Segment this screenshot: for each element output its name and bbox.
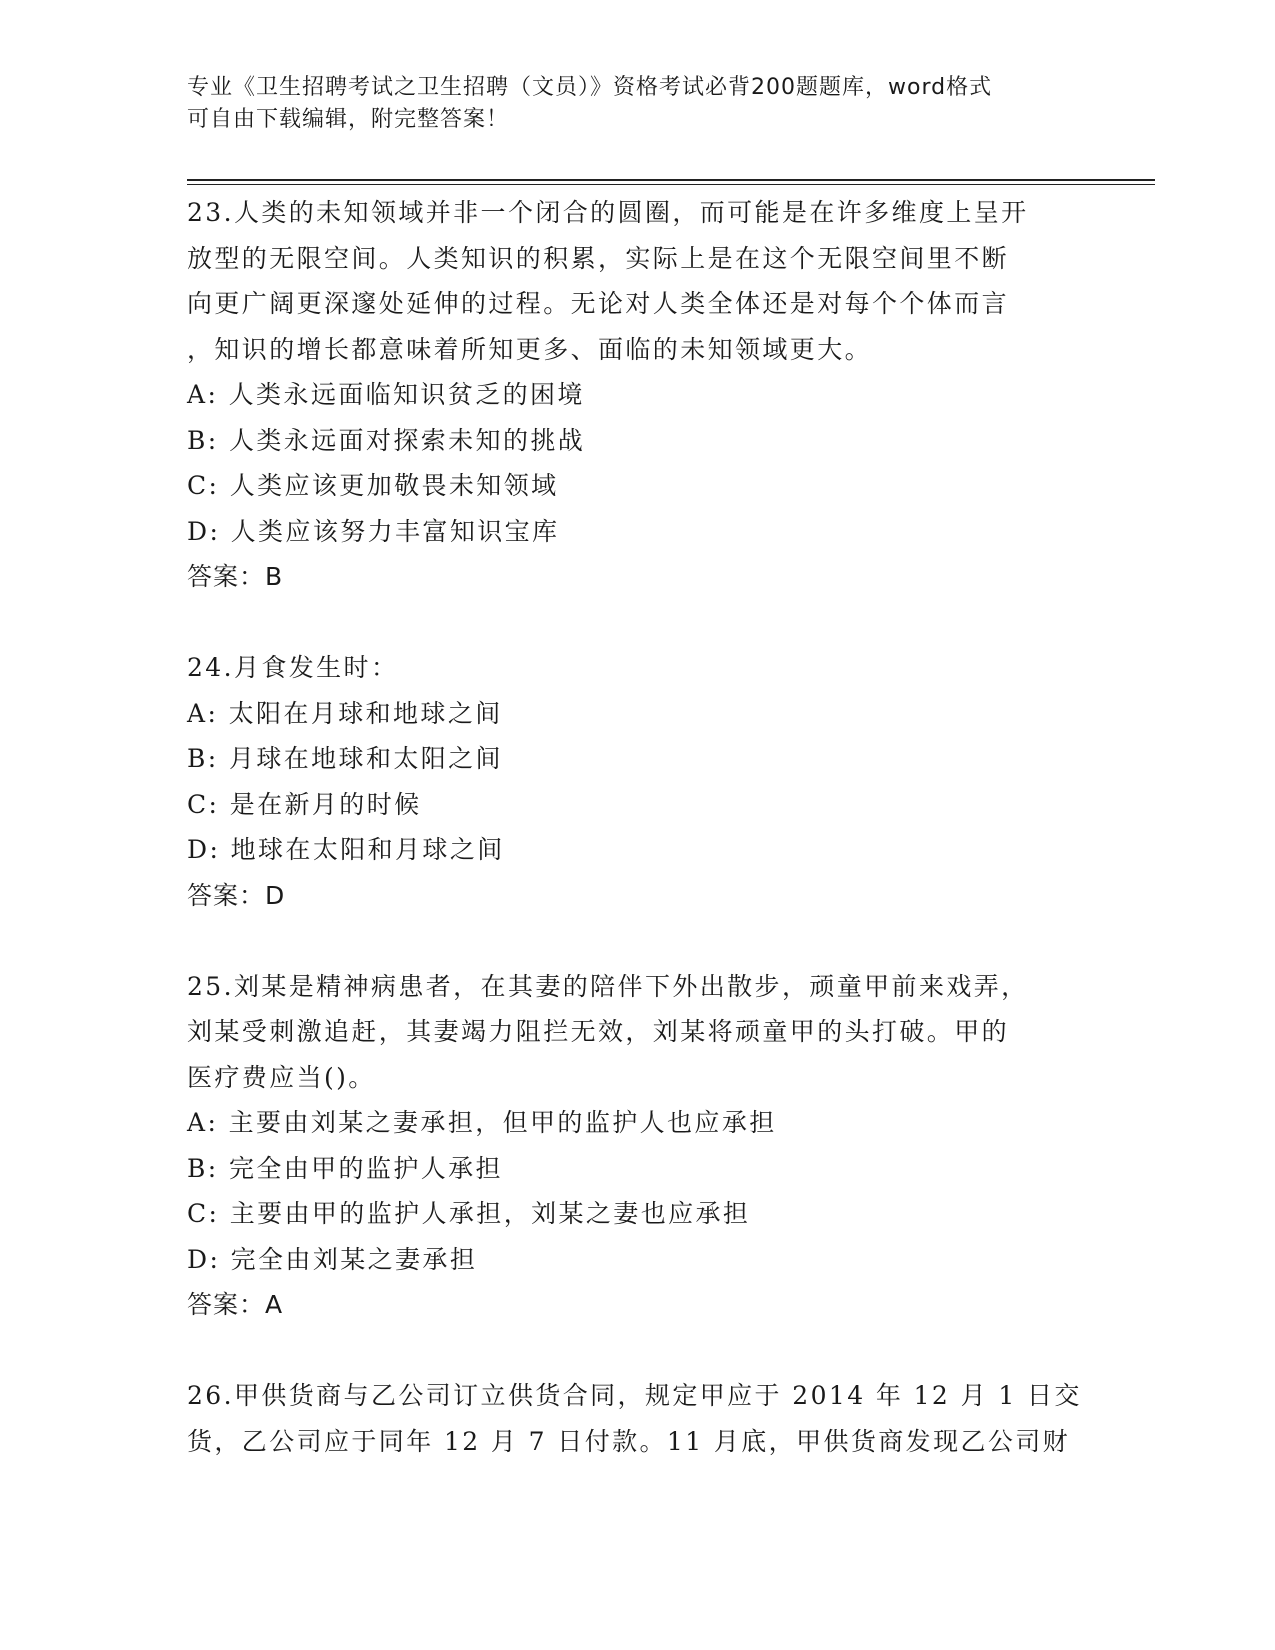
question-23 bbox=[187, 190, 1107, 600]
question-stem-line: 刘某受刺激追赶，其妻竭力阻拦无效，刘某将顽童甲的头打破。甲的 bbox=[187, 1017, 1010, 1046]
option-d: D: 地球在太阳和月球之间 bbox=[187, 835, 505, 864]
spacer bbox=[187, 600, 1107, 646]
option-b: B: 月球在地球和太阳之间 bbox=[187, 744, 503, 773]
option-c: C: 人类应该更加敬畏未知领域 bbox=[187, 471, 559, 500]
option-a: A: 人类永远面临知识贫乏的困境 bbox=[187, 380, 585, 409]
option-d: D: 完全由刘某之妻承担 bbox=[187, 1244, 478, 1274]
option-a: A: 主要由刘某之妻承担，但甲的监护人也应承担 bbox=[187, 1108, 777, 1137]
header-line-1: 专业《卫生招聘考试之卫生招聘（文员）》资格考试必背200题题库，word格式 bbox=[187, 75, 993, 100]
option-b: B: 人类永远面对探索未知的挑战 bbox=[187, 425, 586, 455]
option-d: D: 人类应该努力丰富知识宝库 bbox=[187, 516, 560, 546]
header-rule-thin bbox=[187, 184, 1155, 185]
question-stem-line: 医疗费应当()。 bbox=[187, 1062, 376, 1092]
question-stem-line: 货，乙公司应于同年 12 月 7 日付款。11 月底，甲供货商发现乙公司财 bbox=[187, 1426, 1071, 1456]
question-stem-line: 23.人类的未知领域并非一个闭合的圆圈，而可能是在许多维度上呈开 bbox=[187, 198, 1029, 227]
question-stem-line: ，知识的增长都意味着所知更多、面临的未知领域更大。 bbox=[187, 334, 873, 364]
document-header bbox=[187, 72, 1087, 136]
question-stem-line: 向更广阔更深邃处延伸的过程。无论对人类全体还是对每个个体而言 bbox=[187, 289, 1010, 318]
question-stem-line: 26.甲供货商与乙公司订立供货合同，规定甲应于 2014 年 12 月 1 日交 bbox=[187, 1381, 1082, 1410]
question-26 bbox=[187, 1373, 1107, 1464]
answer: 答案：D bbox=[187, 880, 286, 910]
question-stem-line: 放型的无限空间。人类知识的积累，实际上是在这个无限空间里不断 bbox=[187, 243, 1010, 273]
option-a: A: 太阳在月球和地球之间 bbox=[187, 698, 503, 728]
spacer bbox=[187, 1328, 1107, 1374]
answer: 答案：A bbox=[187, 1290, 284, 1319]
answer: 答案：B bbox=[187, 562, 284, 591]
question-list bbox=[187, 190, 1107, 1464]
option-c: C: 是在新月的时候 bbox=[187, 789, 422, 819]
header-rule-thick bbox=[187, 179, 1155, 181]
question-stem-line: 25.刘某是精神病患者，在其妻的陪伴下外出散步，顽童甲前来戏弄， bbox=[187, 971, 1029, 1001]
question-stem-line: 24.月食发生时： bbox=[187, 653, 399, 682]
option-b: B: 完全由甲的监护人承担 bbox=[187, 1153, 503, 1183]
question-25 bbox=[187, 964, 1107, 1328]
option-c: C: 主要由甲的监护人承担，刘某之妻也应承担 bbox=[187, 1199, 751, 1228]
question-24 bbox=[187, 645, 1107, 918]
spacer bbox=[187, 918, 1107, 964]
header-line-2: 可自由下载编辑，附完整答案！ bbox=[187, 107, 510, 132]
